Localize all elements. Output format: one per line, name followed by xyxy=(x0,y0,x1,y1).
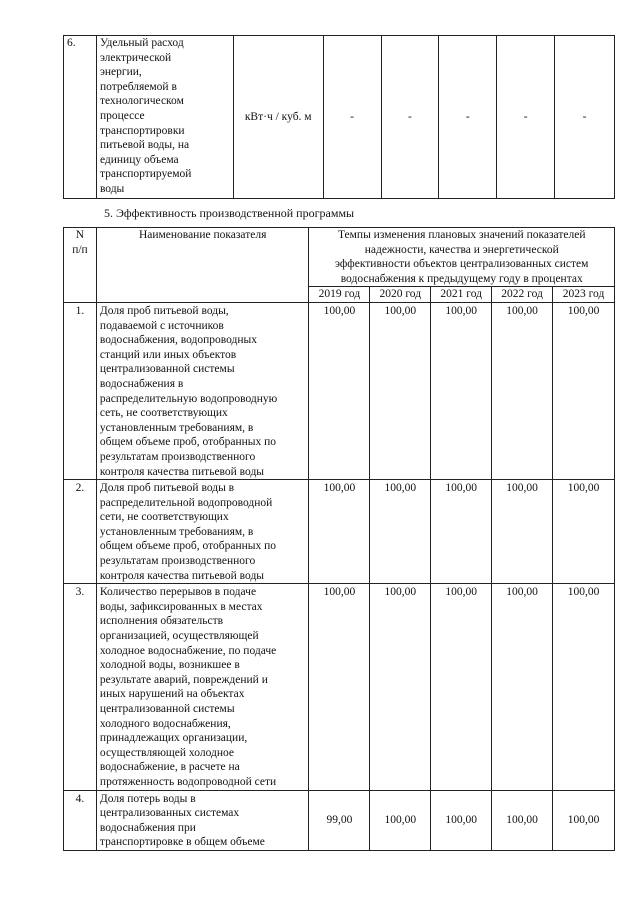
indicator-name: Доля проб питьевой воды, подаваемой с источников водоснабжения, водопроводных станций или иных объектов централизованной системы водоснабжения в распределительную водопроводную сеть, не соответствующих установленным требованиям, в общем объеме проб, отобранных по результатам производственного контроля качества питьевой воды xyxy=(96,302,309,479)
value-cell: - xyxy=(555,36,615,199)
value-cell: 100,00 xyxy=(492,480,553,584)
value-cell: 100,00 xyxy=(370,584,431,790)
value-cell: 100,00 xyxy=(370,790,431,850)
table-row xyxy=(64,480,615,584)
section-title: 5. Эффективность производственной программы xyxy=(104,206,355,220)
year-header: 2020 год xyxy=(370,287,431,303)
value-cell: 100,00 xyxy=(553,480,615,584)
year-header: 2019 год xyxy=(309,287,370,303)
header-name: Наименование показателя xyxy=(96,228,309,303)
year-header: 2022 год xyxy=(492,287,553,303)
table-row xyxy=(64,584,615,790)
indicator-table-top xyxy=(63,35,615,199)
value-cell: 100,00 xyxy=(431,584,492,790)
header-rates: Темпы изменения плановых значений показателей надежности, качества и энергетической эффективности объектов централизованных систем водоснабжения к предыдущему году в процентах xyxy=(309,228,615,287)
header-num: N п/п xyxy=(64,228,97,303)
indicator-name: Доля проб питьевой воды в распределительной водопроводной сети, не соответствующих установленным требованиям, в общем объеме проб, отобранных по результатам производственного контроля качества питьевой воды xyxy=(96,480,309,584)
value-cell: 100,00 xyxy=(553,584,615,790)
unit-cell: кВт·ч / куб. м xyxy=(233,36,323,199)
year-header: 2021 год xyxy=(431,287,492,303)
value-cell: - xyxy=(323,36,381,199)
row-number: 4. xyxy=(64,790,97,850)
value-cell: 100,00 xyxy=(309,584,370,790)
value-cell: - xyxy=(497,36,555,199)
value-cell: 100,00 xyxy=(370,302,431,479)
row-number: 1. xyxy=(64,302,97,479)
row-number: 6. xyxy=(64,36,97,199)
value-cell: 100,00 xyxy=(370,480,431,584)
table-row xyxy=(64,302,615,479)
year-header: 2023 год xyxy=(553,287,615,303)
table-row xyxy=(64,790,615,850)
value-cell: 100,00 xyxy=(309,480,370,584)
value-cell: 100,00 xyxy=(309,302,370,479)
value-cell: 99,00 xyxy=(309,790,370,850)
value-cell: 100,00 xyxy=(492,584,553,790)
value-cell: 100,00 xyxy=(553,790,615,850)
value-cell: 100,00 xyxy=(553,302,615,479)
table-header-row xyxy=(64,228,615,287)
value-cell: 100,00 xyxy=(492,790,553,850)
value-cell: 100,00 xyxy=(492,302,553,479)
value-cell: 100,00 xyxy=(431,480,492,584)
value-cell: - xyxy=(439,36,497,199)
value-cell: - xyxy=(381,36,439,199)
indicator-name: Удельный расход электрической энергии, потребляемой в технологическом процессе транспортировки питьевой воды, на единицу объема транспортируемой воды xyxy=(96,36,233,199)
row-number: 2. xyxy=(64,480,97,584)
value-cell: 100,00 xyxy=(431,790,492,850)
indicator-name: Количество перерывов в подаче воды, зафиксированных в местах исполнения обязательств организацией, осуществляющей холодное водоснабжение, по подаче холодной воды, возникшее в результате аварий, повреждений и иных нарушений на объектах централизованной системы холодного водоснабжения, принадлежащих организации, осуществляющей холодное водоснабжение, в расчете на протяженность водопроводной сети xyxy=(96,584,309,790)
row-number: 3. xyxy=(64,584,97,790)
indicator-name: Доля потерь воды в централизованных системах водоснабжения при транспортировке в общем объеме xyxy=(96,790,309,850)
efficiency-table xyxy=(63,227,615,851)
value-cell: 100,00 xyxy=(431,302,492,479)
table-row xyxy=(64,36,615,199)
